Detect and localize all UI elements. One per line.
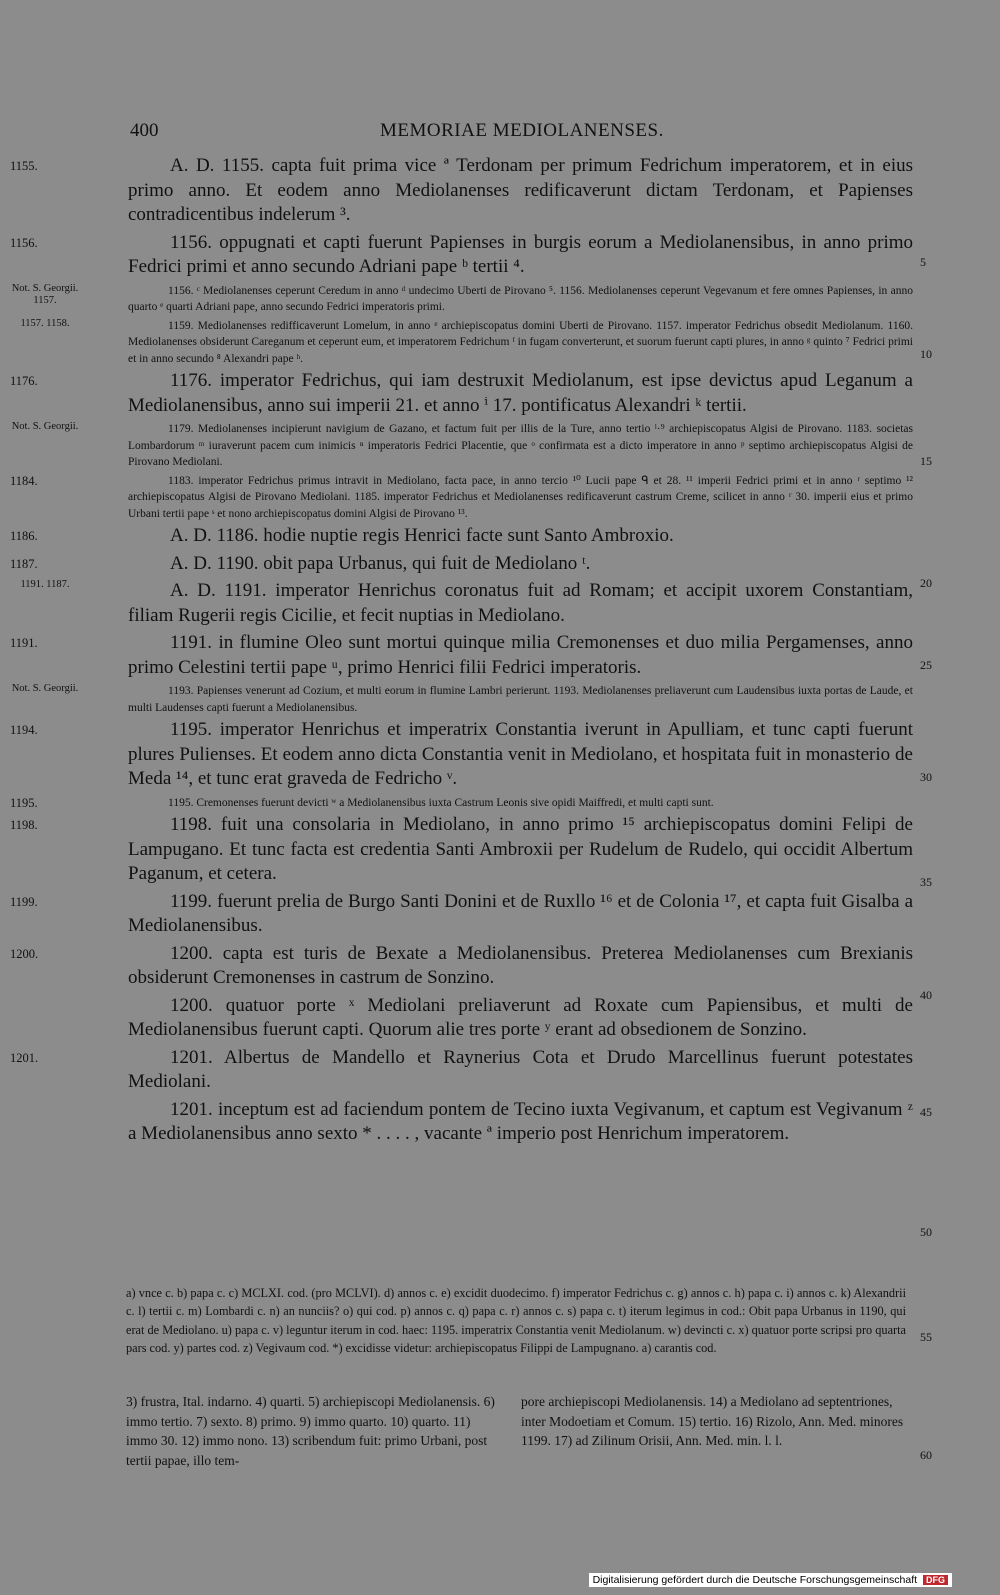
chronicle-entry <box>10 942 913 991</box>
running-title: MEMORIAE MEDIOLANENSES. <box>380 120 664 141</box>
margin-year: 1176. <box>10 374 38 388</box>
entry-text: 1179. Mediolanenses incipierunt navigium de Gazano, et factum fuit per illis de la Ture, anno tertio ˡ·⁹ archiepiscopatus Algisi de Pirovano. 1183. societas Lombardorum ᵐ iuraverunt pacem cum inimicis ⁿ imperatoris Fedrici Placentie, que ᵒ confirmata est a dicto imperatore in anno ᵖ septimo archiepiscopatus Algisi de Pirovano Mediolani. <box>128 423 913 468</box>
entry-text: 1191. in flumine Oleo sunt mortui quinque milia Cremonenses et duo milia Pergamenses, anno primo Celestini tertii pape ᵘ, primo Henrici filii Fedrici imperatoris. <box>128 632 913 678</box>
chronicle-entry <box>10 552 913 577</box>
entry-text: 1198. fuit una consolaria in Mediolano, in anno primo ¹⁵ archiepiscopatus domini Felipi de Lampugano. Et tunc facta est credentia Santi Ambroxii per Rudelum de Rudelo, qui occidit Albertum Paganum, et cetera. <box>128 814 913 884</box>
margin-year: 1156. <box>10 235 38 250</box>
chronicle-entry <box>11 421 913 471</box>
margin-year: 1187. <box>10 556 38 571</box>
chronicle-body <box>10 154 913 1150</box>
line-number: 45 <box>920 1105 932 1119</box>
chronicle-entry <box>10 473 913 523</box>
entry-text: 1183. imperator Fedrichus primus intravit in Mediolano, facta pace, in anno tercio ¹⁰ Lucii pape ᑫ et 28. ¹¹ imperii Fedrici primi et in anno ʳ septimo ¹² archiepiscopatus Algisi de Pirovano Mediolani. 1185. imperator Fedrichus et Mediolanenses redificaverunt castrum Creme, scilicet in anno ʳ 30. imperii eius et primo Urbani tertii pape ˢ et nono archiepiscopatus domini Algisi de Pirovano ¹³. <box>128 474 913 520</box>
line-number: 5 <box>920 255 926 269</box>
page-number: 400 <box>130 120 159 141</box>
line-number: 50 <box>920 1225 932 1239</box>
footnotes-numbers <box>126 1392 906 1470</box>
margin-year: 1191. <box>10 636 38 650</box>
chronicle-entry <box>128 1098 913 1147</box>
footnotes-letters: a) vnce c. b) papa c. c) MCLXI. cod. (pro MCLVI). d) annos c. e) excidit duodecimo. f) imperator Fedrichus c. g) annos c. h) papa c. i) annos c. k) Alexandrii c. l) tertii c. m) Lombardi c. n) an nunciis? o) qui cod. p) annos c. q) papa c. r) annos c. s) papa c. t) iterum legimus in cod.: Obit papa Urbanus in 1190, qui erat de Mediolano. u) papa c. v) leguntur iterum in cod. haec: 1195. imperatrix Constantia venit Mediolanum. w) devincti c. x) quatuor porte scripsi pro quarta pars cod. y) partes cod. z) Vegivaum cod. *) excidisse videtur: archiepiscopatus Filippi de Lampugnano. a) carantis cod. <box>126 1286 906 1355</box>
entry-text: A. D. 1190. obit papa Urbanus, qui fuit de Mediolano ᵗ. <box>170 552 591 574</box>
margin-year: 1201. <box>10 1050 39 1065</box>
chronicle-entry <box>10 524 913 549</box>
line-number: 30 <box>920 770 932 784</box>
entry-text: 1201. inceptum est ad faciendum pontem de Tecino iuxta Vegivanum, et captum est Vegivanum ᶻ a Mediolanensibus anno sexto * . . . . , vacante ª imperio post Henrichum imperatorem. <box>128 1098 913 1144</box>
chronicle-entry <box>10 813 913 887</box>
line-number: 35 <box>920 875 932 889</box>
line-number: 40 <box>920 988 932 1002</box>
margin-year: 1184. <box>10 473 38 488</box>
entry-text: 1200. capta est turis de Bexate a Mediolanensibus. Preterea Mediolanenses cum Brexianis obsiderunt Cremonenses in castrum de Sonzino. <box>128 942 913 988</box>
chronicle-entry <box>11 683 913 716</box>
chronicle-entry <box>10 795 913 812</box>
entry-text: 1195. Cremonenses fuerunt devicti ʷ a Mediolanensibus iuxta Castrum Leonis sive opidi Maiffredi, et multi capti sunt. <box>168 796 714 809</box>
margin-year: 1199. <box>10 894 38 909</box>
chronicle-entry <box>20 579 913 628</box>
entry-text: 1156. oppugnati et capti fuerunt Papienses in burgis eorum a Mediolanensibus, in anno primo Fedrici primi et anno secundo Adriani pape ᵇ tertii ⁴. <box>128 231 913 277</box>
margin-year: 1200. <box>10 946 39 961</box>
chronicle-entry <box>11 282 913 316</box>
line-number: 10 <box>920 347 932 361</box>
chronicle-entry <box>10 718 913 792</box>
entry-text: 1193. Papienses venerunt ad Cozium, et multi eorum in flumine Lambri perierunt. 1193. Mediolanenses preliaverunt cum Laudensibus iuxta portas de Laude, et multi Laudenses capti fuerunt a Mediolanensibus. <box>128 685 913 714</box>
entry-text: 1195. imperator Henrichus et imperatrix Constantia iverunt in Apulliam, et tunc capti fuerunt plures Pulienses. Et eodem anno dicta Constantia venit in Mediolano, et hospitata fuit in monasterio de Meda ¹⁴, et tunc erat graveda de Fedricho ᵛ. <box>128 719 913 789</box>
chronicle-entry <box>10 1046 913 1095</box>
chronicle-entry <box>20 317 913 368</box>
line-number: 15 <box>920 454 932 468</box>
margin-year: 1194. <box>10 723 38 737</box>
entry-text: A. D. 1155. capta fuit prima vice ª Terdonam per primum Fedrichum imperatorem, et in eius primo anno. Et eodem anno Mediolanenses redificaverunt dictam Terdonam, et Papienses contradicentibus indelerum ³. <box>128 155 913 225</box>
line-number: 25 <box>920 658 932 672</box>
footer-text: Digitalisierung gefördert durch die Deutsche Forschungsgemeinschaft <box>592 1574 918 1586</box>
margin-year: Not. S. Georgii. 1157. <box>11 282 79 306</box>
margin-year: 1195. <box>10 795 38 810</box>
margin-year: 1157. 1158. <box>20 317 70 329</box>
line-number: 55 <box>920 1330 932 1344</box>
margin-year: 1186. <box>10 529 38 543</box>
margin-year: 1198. <box>10 818 38 832</box>
footnotes-right-column: pore archiepiscopi Mediolanensis. 14) a Mediolano ad septentriones, inter Modoetiam et Comum. 15) tertio. 16) Rizolo, Ann. Med. minores 1199. 17) ad Zilinum Orisii, Ann. Med. min. l. l. <box>521 1394 904 1448</box>
entry-text: A. D. 1186. hodie nuptie regis Henrici facte sunt Santo Ambroxio. <box>170 525 674 546</box>
entry-text: A. D. 1191. imperator Henrichus coronatus fuit ad Romam; et accipit uxorem Constantiam, filiam Rugerii regis Cicilie, et fecit nuptias in Mediolano. <box>128 580 913 626</box>
margin-year: 1191. 1187. <box>20 579 70 590</box>
line-number: 20 <box>920 576 932 590</box>
entry-text: 1200. quatuor porte ˣ Mediolani preliaverunt ad Roxate cum Papiensibus, et multi de Mediolanensibus fuerunt capti. Quorum alie tres porte ʸ erant ad obsedionem de Sonzino. <box>128 994 913 1040</box>
entry-text: 1199. fuerunt prelia de Burgo Santi Donini et de Ruxllo ¹⁶ et de Colonia ¹⁷, et capta fuit Gisalba a Mediolanensibus. <box>128 890 913 936</box>
footer-credit <box>589 1573 952 1587</box>
entry-text: 1156. ᶜ Mediolanenses ceperunt Ceredum in anno ᵈ undecimo Uberti de Pirovano ⁵. 1156. Mediolanenses ceperunt Vegevanum et fere omnes Papienses, in anno quarto ᵉ quarti Adriani pape, anno secundo Fedrici imperatoris primi. <box>128 284 913 313</box>
entry-text: 1201. Albertus de Mandello et Raynerius Cota et Drudo Marcellinus fuerunt potestates Mediolani. <box>128 1046 913 1092</box>
chronicle-entry <box>10 154 913 228</box>
margin-year: Not. S. Georgii. <box>11 421 79 432</box>
entry-text: 1159. Mediolanenses redifficaverunt Lomelum, in anno ᵉ archiepiscopatus domini Uberti de Pirovano. 1157. imperator Fedrichus obsedit Mediolanum. 1160. Mediolanenses obsiderunt Careganum et ceperunt eum, et imperatorem Fedrichum ᶠ in fugam converterunt, et suorum fuerunt capti plures, in anno ᵍ quinto ⁷ Fedrici primi et in anno secundo ⁸ Alexandri pape ʰ. <box>128 319 913 365</box>
margin-year: Not. S. Georgii. <box>11 683 79 694</box>
dfg-logo-icon: DFG <box>923 1575 948 1585</box>
chronicle-entry <box>10 369 913 418</box>
chronicle-entry <box>10 231 913 280</box>
line-number: 60 <box>920 1448 932 1462</box>
chronicle-entry <box>10 631 913 680</box>
entry-text: 1176. imperator Fedrichus, qui iam destruxit Mediolanum, est ipse devictus apud Leganum a Mediolanensibus, anno sui imperii 21. et anno ⁱ 17. pontificatus Alexandri ᵏ tertii. <box>128 370 913 416</box>
chronicle-entry <box>128 994 913 1043</box>
footnotes-left-column: 3) frustra, Ital. indarno. 4) quarti. 5) archiepiscopi Mediolanensis. 6) immo tertio. 7) sexto. 8) primo. 9) immo quarto. 10) quarto. 11) immo 30. 12) immo nono. 13) scribendum fuit: primo Urbani, post tertii papae, illo tem- <box>126 1394 495 1468</box>
chronicle-entry <box>10 890 913 939</box>
margin-year: 1155. <box>10 159 38 173</box>
